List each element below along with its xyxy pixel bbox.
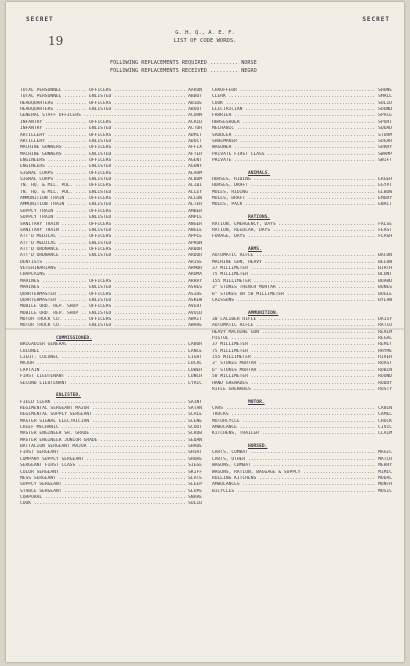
code-word: SAINT xyxy=(188,399,202,405)
code-term: PRIVATE ..... xyxy=(212,158,376,164)
code-term: AMBULANCE ..... xyxy=(212,425,376,431)
code-term: ENGINEERS .............. ENLISTED ..... xyxy=(20,164,186,170)
code-word: RIVER xyxy=(378,355,392,361)
code-term: INFANTRY ............... OFFICERS ..... xyxy=(20,120,186,126)
code-word: EGYPT xyxy=(378,183,392,189)
code-term: MARINES ................ OFFICERS ..... xyxy=(20,279,186,285)
code-term: MOTORCYCLE ..... xyxy=(212,419,376,425)
code-term: TRUCKS ..... xyxy=(212,412,376,418)
code-term: MOTOR TRUCK CO. ........ OFFICERS ..... xyxy=(20,317,186,323)
right-column xyxy=(212,88,392,495)
code-word: ROBIN xyxy=(378,367,392,373)
code-term: MULES, RIDING ..... xyxy=(212,190,376,196)
code-word: ROUND xyxy=(378,374,392,380)
code-word: BELOW xyxy=(378,259,392,265)
code-word: BOARD xyxy=(378,278,392,284)
code-term: RATION, EMERGENCY, DAYS ..... xyxy=(212,222,376,228)
code-word: SIEGE xyxy=(188,463,202,469)
section-heading: AMMUNITION. xyxy=(248,310,279,316)
code-term: AUTOMATIC RIFLE ..... xyxy=(212,253,376,259)
code-term: 37 MILLIMETER ..... xyxy=(212,266,376,272)
code-word: MODAL xyxy=(378,475,392,481)
code-term: ATT'D MEDICAL .......... OFFICERS ..... xyxy=(20,234,186,240)
code-word: REALM xyxy=(378,329,392,335)
code-word: AARON xyxy=(188,88,202,93)
code-word: SLOPE xyxy=(188,488,202,494)
code-word: SURRY xyxy=(378,145,392,151)
code-term: SERGEANT FIRST CLASS ..... xyxy=(20,463,186,469)
code-term: TN. HQ. & MIL. POL. .... OFFICERS ..... xyxy=(20,183,186,189)
code-word: RUDDY xyxy=(378,380,392,386)
code-word: LIGHT xyxy=(188,355,202,361)
code-word: ELBOW xyxy=(378,189,392,195)
code-term: 3" STOKES MORTAR ..... xyxy=(212,361,376,367)
replacement-dots: ......... xyxy=(209,60,239,66)
code-term: FIRST LIEUTENANT ..... xyxy=(20,374,186,380)
code-term: FARRIER ..... xyxy=(212,113,376,119)
code-word: AVERT xyxy=(188,304,202,310)
code-term: MARINES ................ ENLISTED ..... xyxy=(20,285,186,291)
code-word: ABOUT xyxy=(188,107,202,113)
code-term: MOTOR TRUCK CO. ........ ENLISTED ..... xyxy=(20,323,186,329)
code-term: MACHINE GUNNERS ........ OFFICERS ..... xyxy=(20,145,186,151)
code-word: AROMA xyxy=(188,272,202,278)
code-term: DENTISTS ..... xyxy=(20,260,186,266)
code-term: AUTOMATIC RIFLE ..... xyxy=(212,323,376,329)
code-term: 37 MILLIMETER ..... xyxy=(212,342,376,348)
code-word: ROAST xyxy=(378,361,392,367)
code-term: COMPANY SUPPLY SERGEANT ..... xyxy=(20,457,186,463)
code-word: LUNCH xyxy=(188,374,202,380)
code-word-row xyxy=(212,202,392,208)
code-term: MACHINE GUNNERS ........ ENLISTED ..... xyxy=(20,152,186,158)
code-term: HEADQUARTERS ........... ENLISTED ..... xyxy=(20,107,186,113)
code-term: REGIMENTAL SERGEANT MAJOR ..... xyxy=(20,406,186,412)
code-word: AFTER xyxy=(188,151,202,157)
code-word: ACTOR xyxy=(188,126,202,132)
code-word: CLAIM xyxy=(378,431,392,437)
code-term: CHAPLAINS ..... xyxy=(20,272,186,278)
code-word: SPACE xyxy=(378,113,392,119)
code-term: CLERK ..... xyxy=(212,94,376,100)
replacement-required xyxy=(110,60,257,66)
code-term: 75 MILLIMETER ..... xyxy=(212,272,376,278)
code-word: SHADE xyxy=(188,444,202,450)
code-term: KITCHENS, TRAILER ..... xyxy=(212,431,376,437)
code-word-row xyxy=(20,323,202,329)
code-word-row xyxy=(20,381,202,387)
section-heading: COMMISSIONED. xyxy=(56,336,92,342)
code-term: ATT'D ORDNANCE ......... ENLISTED ..... xyxy=(20,253,186,259)
code-term: MASTER ENGINEER JUNIOR GRADE ..... xyxy=(20,438,186,444)
code-word: MONTH xyxy=(378,482,392,488)
code-term: MECHANIC ..... xyxy=(212,126,376,132)
code-term: AMBULANCES ..... xyxy=(212,482,376,488)
code-term: MULES, PACK ..... xyxy=(212,202,376,208)
code-word: LOWER xyxy=(188,367,202,373)
secret-mark-right: SECRET xyxy=(362,16,390,23)
code-term: MESS SERGEANT ..... xyxy=(20,476,186,482)
code-word: ALLOW xyxy=(188,196,202,202)
code-term: GENERAL STAFF OFFICERS ..... xyxy=(20,113,186,119)
code-word: MERRY xyxy=(378,463,392,469)
code-term: FIRST SERGEANT ..... xyxy=(20,450,186,456)
code-term: COLOR SERGEANT ..... xyxy=(20,470,186,476)
code-term: HEAVY MACHINE GUN ..... xyxy=(212,330,376,336)
code-word: ARRAY xyxy=(188,278,202,284)
code-word: FLASH xyxy=(378,234,392,240)
code-term: COOK ..... xyxy=(212,101,376,107)
code-term: AMMUNITION TRAIN ....... OFFICERS ..... xyxy=(20,196,186,202)
code-term: QUARTERMASTER .......... OFFICERS ..... xyxy=(20,292,186,298)
code-word: ADMIT xyxy=(188,132,202,138)
code-term: CARTS, COMBAT ..... xyxy=(212,450,376,456)
code-word: CAMEL xyxy=(378,412,392,418)
code-word-row xyxy=(212,387,392,393)
code-word: LANCE xyxy=(188,348,202,354)
code-word: SLEEP xyxy=(188,482,202,488)
code-term: ATT'D ORDNANCE ......... OFFICERS ..... xyxy=(20,247,186,253)
code-word: SHIRT xyxy=(188,450,202,456)
code-term: BRIGADIER GENERAL ..... xyxy=(20,342,186,348)
code-term: PRIVATE FIRST CLASS ..... xyxy=(212,152,376,158)
code-word: SCRUB xyxy=(188,431,202,437)
code-word: BYLAW xyxy=(378,297,392,303)
code-word: SNARE xyxy=(188,495,202,500)
code-word: BACON xyxy=(378,253,392,259)
code-term: TOTAL PERSONNEL ........ ENLISTED ..... xyxy=(20,94,186,100)
code-word: SKIFF xyxy=(188,469,202,475)
code-word: ARBOR xyxy=(188,246,202,252)
code-word: ANGER xyxy=(188,221,202,227)
code-term: CARTS, OTHER ..... xyxy=(212,457,376,463)
code-word: MIMIC xyxy=(378,469,392,475)
code-term: VETERINARIANS ..... xyxy=(20,266,186,272)
code-word: LABOR xyxy=(188,342,202,348)
code-word: ASHES xyxy=(188,285,202,291)
code-word: REGAL xyxy=(378,336,392,342)
code-term: CORPORAL ..... xyxy=(20,495,186,501)
code-word: SCENE xyxy=(188,418,202,424)
code-term: ARTILLERY .............. OFFICERS ..... xyxy=(20,133,186,139)
section-heading: RATIONS. xyxy=(248,215,271,221)
code-term: TOTAL PERSONNEL ........ OFFICERS ..... xyxy=(20,88,186,94)
code-term: ARTILLERY .............. ENLISTED ..... xyxy=(20,139,186,145)
code-term: INFANTRY ............... ENLISTED ..... xyxy=(20,126,186,132)
code-word: SMALL xyxy=(378,94,392,100)
code-term: CARS ..... xyxy=(212,406,376,412)
code-word: LOCAL xyxy=(188,361,202,367)
code-term: SIGNAL CORPS ........... ENLISTED ..... xyxy=(20,177,186,183)
code-word: ASIDE xyxy=(188,291,202,297)
replacement-received xyxy=(110,68,257,74)
code-term: REGIMENTAL SUPPLY SERGEANT ..... xyxy=(20,412,186,418)
code-term: SADDLER ..... xyxy=(212,133,376,139)
code-term: AMMUNITION TRAIN ....... ENLISTED ..... xyxy=(20,202,186,208)
code-term: MOBILE ORD. REP. SHOP .. ENLISTED ..... xyxy=(20,311,186,317)
code-word: ABBOT xyxy=(188,94,202,100)
secret-mark-left: SECRET xyxy=(26,16,54,23)
code-term: RATION, REGULAR, DAYS ..... xyxy=(212,228,376,234)
code-word: STORM xyxy=(378,132,392,138)
code-term: SIGNAL CORPS ........... OFFICERS ..... xyxy=(20,171,186,177)
code-term: 3" STOKES TRENCH MORTAR ..... xyxy=(212,285,376,291)
code-term: ENGINEERS .............. OFFICERS ..... xyxy=(20,158,186,164)
code-word: SOUND xyxy=(378,107,392,113)
code-term: HORSESHOER ..... xyxy=(212,120,376,126)
code-word: SLATE xyxy=(188,475,202,481)
code-term: FORAGE, DAYS ..... xyxy=(212,234,376,240)
code-term: COLONEL ..... xyxy=(20,349,186,355)
replacement-phrase: FOLLOWING REPLACEMENTS REQUIRED xyxy=(110,60,207,66)
code-word: ALIBI xyxy=(188,183,202,189)
code-word: AFFIX xyxy=(188,145,202,151)
code-term: SHOEMAKER ..... xyxy=(212,139,376,145)
code-word: SOLID xyxy=(188,501,202,507)
code-word: ASKEW xyxy=(188,297,202,303)
code-word: EMORY xyxy=(378,196,392,202)
code-term: SUPPLY TRAIN ........... ENLISTED ..... xyxy=(20,215,186,221)
code-term: 155 MILLIMETER ..... xyxy=(212,279,376,285)
code-term: WAGONER ..... xyxy=(212,145,376,151)
code-term: 58 MILLIMETER ..... xyxy=(212,374,376,380)
section-heading: ARMS. xyxy=(248,246,262,252)
code-term: STABLE SERGEANT ..... xyxy=(20,489,186,495)
code-term: HEADQUARTERS ........... OFFICERS ..... xyxy=(20,101,186,107)
code-word: BONES xyxy=(378,285,392,291)
code-term: MASTER SIGNAL ELECTRICIAN ..... xyxy=(20,419,186,425)
code-word-row xyxy=(212,489,392,495)
code-word: AWARE xyxy=(188,323,202,329)
code-term: SANITARY TRAIN ......... ENLISTED ..... xyxy=(20,228,186,234)
code-word: RATIO xyxy=(378,323,392,329)
code-term: SUPPLY TRAIN ........... OFFICERS ..... xyxy=(20,209,186,215)
code-word: APPLE xyxy=(188,234,202,240)
code-term: SANITARY TRAIN ......... OFFICERS ..... xyxy=(20,222,186,228)
code-term: CAPTAIN ..... xyxy=(20,368,186,374)
code-word: SOLID xyxy=(378,100,392,106)
code-term: HORSES, DRAFT ..... xyxy=(212,183,376,189)
code-word: BLUNT xyxy=(378,272,392,278)
code-word: SCALE xyxy=(188,412,202,418)
code-word: ALBUM xyxy=(188,177,202,183)
code-word: AGONY xyxy=(188,164,202,170)
code-term: SUPPLY SERGEANT ..... xyxy=(20,482,186,488)
code-word: SEDAN xyxy=(188,437,202,443)
code-word: ACRID xyxy=(188,119,202,125)
code-term: 30 CALIBER RIFLE ..... xyxy=(212,317,376,323)
code-term: TN. HQ. & MIL. POL. .... ENLISTED ..... xyxy=(20,190,186,196)
code-word: REMIT xyxy=(378,342,392,348)
replacement-word: NORSE xyxy=(241,60,257,66)
code-term: HORSES, RIDING ..... xyxy=(212,177,376,183)
code-word: RUSTY xyxy=(378,386,392,392)
code-term: QUARTERMASTER .......... ENLISTED ..... xyxy=(20,298,186,304)
section-heading: ANIMALS. xyxy=(248,170,271,176)
left-column xyxy=(20,88,202,508)
code-term: MULES, DRAFT ..... xyxy=(212,196,376,202)
code-word: ALLEY xyxy=(188,189,202,195)
section-heading: ENLISTED. xyxy=(56,393,81,399)
code-word: RHYME xyxy=(378,348,392,354)
page-number: 19 xyxy=(48,34,64,48)
code-word: AMBER xyxy=(188,208,202,214)
code-word: SATAN xyxy=(188,405,202,411)
code-word: MUSIC xyxy=(378,488,392,494)
code-term: BICYCLES ..... xyxy=(212,489,376,495)
code-word: ANGLE xyxy=(188,227,202,233)
code-word: BUGLE xyxy=(378,291,392,297)
code-word: FEAST xyxy=(378,227,392,233)
code-word-row xyxy=(212,234,392,240)
code-word: ACORN xyxy=(188,113,202,119)
code-word: CABIN xyxy=(378,405,392,411)
code-term: MASTER ENGINEER SR. GRADE ..... xyxy=(20,431,186,437)
code-term: CHAUFFEUR ..... xyxy=(212,88,376,94)
code-word: ALTER xyxy=(188,202,202,208)
code-word: APRON xyxy=(188,240,202,246)
code-term: CAISSONS ..... xyxy=(212,298,376,304)
section-heading: MOTOR. xyxy=(248,399,265,405)
code-term: SECOND LIEUTENANT ..... xyxy=(20,381,186,387)
code-word-row xyxy=(212,158,392,164)
code-term: 6" STOKES OR 58 MILLIMETER ..... xyxy=(212,292,376,298)
code-word: SQUAD xyxy=(378,126,392,132)
code-word: CHOCK xyxy=(378,418,392,424)
code-word: MAGIC xyxy=(378,450,392,456)
code-word: ALARM xyxy=(188,170,202,176)
code-word: AVOID xyxy=(188,310,202,316)
code-term: FIELD CLERK ..... xyxy=(20,400,186,406)
code-word: ADULT xyxy=(188,138,202,144)
code-term: PISTOL ..... xyxy=(212,336,376,342)
code-word: MATCH xyxy=(378,456,392,462)
replacement-phrase: FOLLOWING REPLACEMENTS RECEIVED xyxy=(110,68,207,74)
code-word: ABIDE xyxy=(188,100,202,106)
code-word: AWAIT xyxy=(188,316,202,322)
code-term: RIFLE GRENADES ..... xyxy=(212,387,376,393)
code-word: SCOUT xyxy=(188,425,202,431)
code-word: SHORE xyxy=(188,456,202,462)
code-term: ROLLING KITCHENS ..... xyxy=(212,476,376,482)
code-term: WAGONS, COMBAT ..... xyxy=(212,463,376,469)
code-word: CIVIC xyxy=(378,425,392,431)
replacement-word: NEGRO xyxy=(241,68,257,74)
code-word: SUGAR xyxy=(378,138,392,144)
code-word: SPORT xyxy=(378,119,392,125)
code-word: EAGER xyxy=(378,177,392,183)
code-word: SWIFT xyxy=(378,157,392,163)
code-term: ELECTRICIAN ..... xyxy=(212,107,376,113)
code-word: ARMOR xyxy=(188,266,202,272)
code-word: ARISE xyxy=(188,259,202,265)
code-word: AMPLE xyxy=(188,215,202,221)
code-term: CHIEF MECHANIC ..... xyxy=(20,425,186,431)
code-word: SHONE xyxy=(378,88,392,93)
org-line: G. H. Q., A. E. F. xyxy=(175,30,235,36)
code-word: AGENT xyxy=(188,157,202,163)
code-word: FALSE xyxy=(378,221,392,227)
document-page xyxy=(6,2,404,662)
document-title: LIST OF CODE WORDS. xyxy=(173,38,237,44)
code-term: 155 MILLIMETER ..... xyxy=(212,355,376,361)
code-term: MACHINE GUN, HEAVY ..... xyxy=(212,260,376,266)
code-word: ENACT xyxy=(378,202,392,208)
code-term: 6" STOKES MORTAR ..... xyxy=(212,368,376,374)
code-word: SWAMP xyxy=(378,151,392,157)
code-word-row xyxy=(212,298,392,304)
code-word-row xyxy=(20,501,202,507)
code-word: BIRTH xyxy=(378,266,392,272)
code-word-row xyxy=(212,323,392,329)
replacement-dots: ......... xyxy=(209,68,239,74)
code-term: COOK ..... xyxy=(20,501,186,507)
code-term: MOBILE ORD. REP. SHOP .. OFFICERS ..... xyxy=(20,304,186,310)
code-term: BATTALION SERGEANT MAJOR ..... xyxy=(20,444,186,450)
code-term: ATT'D MEDICAL .......... ENLISTED ..... xyxy=(20,241,186,247)
code-term: MAJOR ..... xyxy=(20,361,186,367)
section-heading: HORSED. xyxy=(248,444,268,450)
code-term: LIEUT. COLONEL ..... xyxy=(20,355,186,361)
code-word-row xyxy=(212,431,392,437)
code-term: 75 MILLIMETER ..... xyxy=(212,349,376,355)
code-term: WAGONS, RATION, BAGGAGE & SUPPLY ..... xyxy=(212,470,376,476)
code-word: ARDOR xyxy=(188,253,202,259)
code-term: HAND GRENADES ..... xyxy=(212,381,376,387)
code-word: LYRIC xyxy=(188,380,202,386)
code-word: DAISY xyxy=(378,316,392,322)
